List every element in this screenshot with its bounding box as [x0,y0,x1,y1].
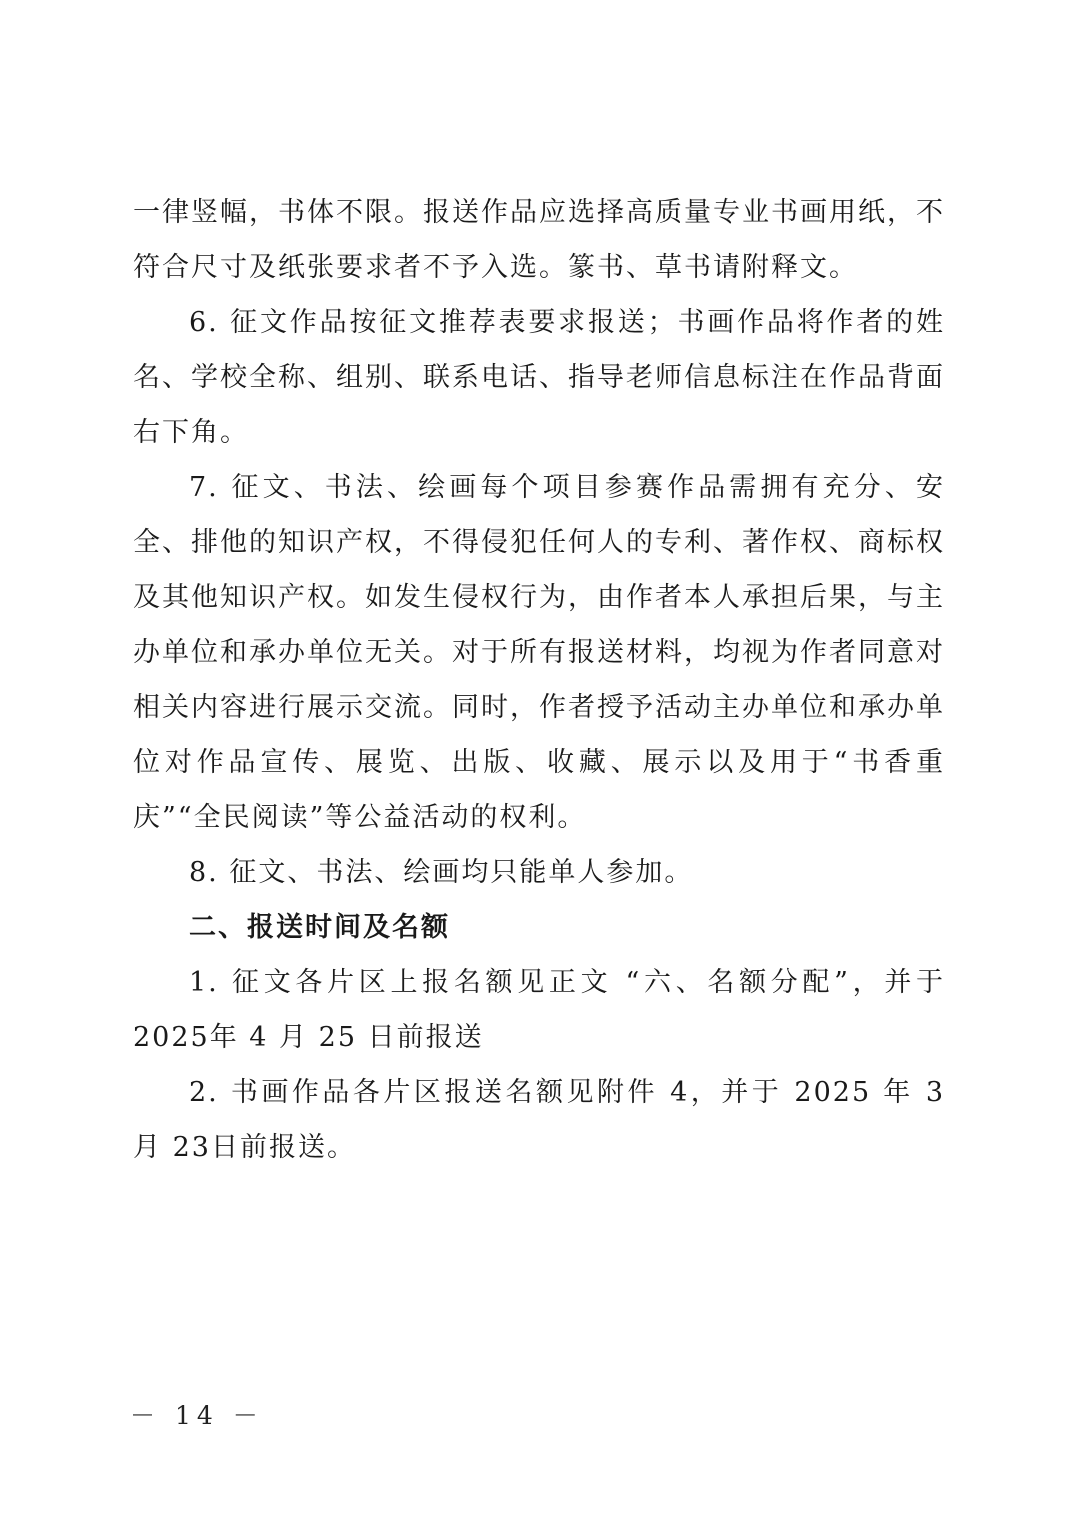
paragraph-continued: 一律竖幅，书体不限。报送作品应选择高质量专业书画用纸，不符合尺寸及纸张要求者不予入选。篆书、草书请附释文。 [133,197,945,283]
paragraph-item-7: 7. 征文、书法、绘画每个项目参赛作品需拥有充分、安全、排他的知识产权，不得侵犯任何人的专利、著作权、商标权及其他知识产权。如发生侵权行为，由作者本人承担后果，与主办单位和承办单位无关。对于所有报送材料，均视为作者同意对相关内容进行展示交流。同时，作者授予活动主办单位和承办单位对作品宣传、展览、出版、收藏、展示以及用于“书香重庆”“全民阅读”等公益活动的权利。 [133,472,945,833]
section-heading: 二、报送时间及名额 [189,912,450,943]
section-item-1: 1. 征文各片区上报名额见正文 “六、名额分配”，并于 2025年 4 月 25 日前报送 [133,967,945,1053]
paragraph-item-8: 8. 征文、书法、绘画均只能单人参加。 [189,857,694,888]
document-body [133,185,945,1175]
paragraph-item-6: 6. 征文作品按征文推荐表要求报送；书画作品将作者的姓名、学校全称、组别、联系电话、指导老师信息标注在作品背面右下角。 [133,307,945,448]
page-number: － 14 － [130,1401,264,1430]
section-item-2: 2. 书画作品各片区报送名额见附件 4，并于 2025 年 3 月 23日前报送。 [133,1077,945,1163]
